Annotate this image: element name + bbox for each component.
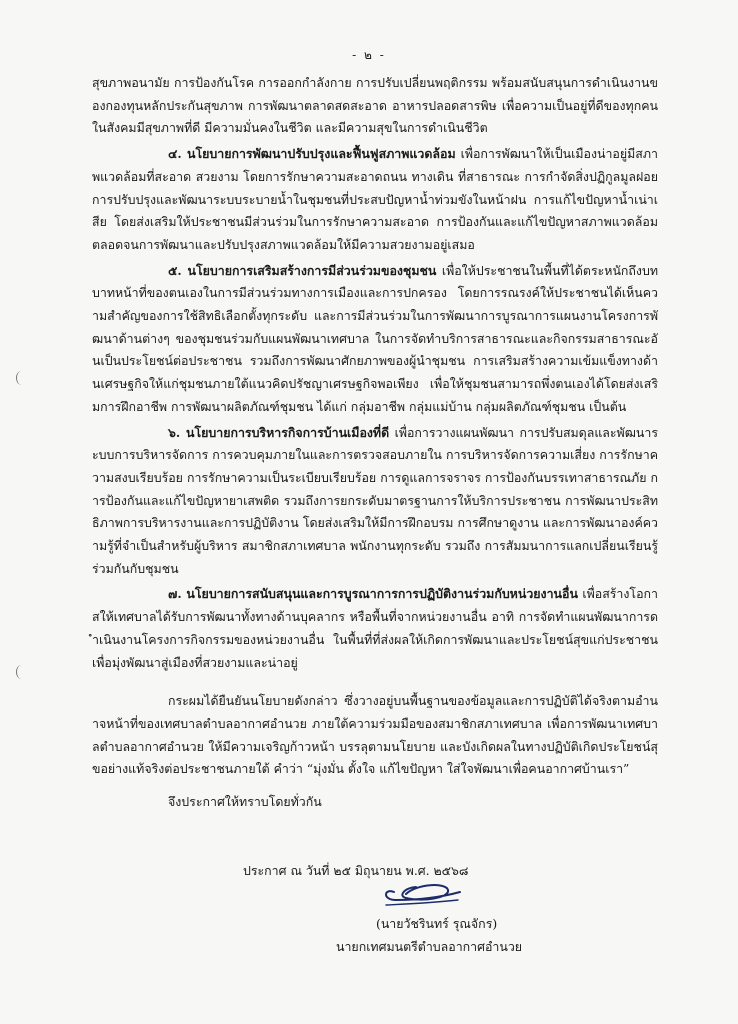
- signature-mark: [376, 878, 466, 912]
- closing-paragraph: กระผมได้ยืนยันนโยบายดังกล่าว ซึ่งวางอยู่บนพื้นฐานของข้อมูลและการปฏิบัติได้จริงตามอำนาจหน้าที่ของเทศบาลตำบลอากาศอำนวย ภายใต้ความร่วมมือของสมาชิกสภาเทศบาล เพื่อการพัฒนาเทศบาลตำบลอากาศอำนวย ให้มีความเจริญก้าวหน้า บรรลุตามนโยบาย และบังเกิดผลในทางปฏิบัติเกิดประโยชน์สุขอย่างแท้จริงต่อประชาชนภายใต้ คำว่า “มุ่งมั่น ตั้งใจ แก้ไขปัญหา ใส่ใจพัฒนาเพื่อคนอากาศบ้านเรา”: [92, 693, 658, 777]
- punch-hole-mark: [16, 665, 27, 679]
- paragraph-text: เพื่อสร้างโอกาสให้เทศบาลได้รับการพัฒนาทั้งทางด้านบุคลากร หรือพื้นที่จากหน่วยงานอื่น อาทิ การจัดทำแผนพัฒนาการดำเนินงานโครงการกิจกรรมของหน่วยงานอื่น ในพื้นที่ที่ส่งผลให้เกิดการพัฒนาและประโยชน์สุขแก่ประชาชน เพื่อมุ่งพัฒนาสู่เมืองที่สวยงามและน่าอยู่: [92, 586, 658, 670]
- paragraph-text: เพื่อการพัฒนาให้เป็นเมืองน่าอยู่มีสภาพแวดล้อมที่สะอาด สวยงาม โดยการรักษาความสะอาดถนน ทางเดิน ที่สาธารณะ การกำจัดสิ่งปฏิกูลมูลฝอย การปรับปรุงและพัฒนาระบบระบายน้ำในชุมชนที่ประสบปัญหาน้ำท่วมขังในหน้าฝน การแก้ไขปัญหาน้ำเน่าเสีย โดยส่งเสริมให้ประชาชนมีส่วนร่วมในการรักษาความสะอาด การป้องกันและแก้ไขปัญหาสภาพแวดล้อม ตลอดจนการพัฒนาและปรับปรุงสภาพแวดล้อมให้มีความสวยงามอยู่เสมอ: [92, 146, 658, 252]
- policy-5-paragraph: [92, 260, 658, 419]
- policy-7-paragraph: [92, 583, 658, 674]
- signer-name: (นายวัชรินทร์ รุณจักร): [376, 916, 498, 931]
- policy-4-paragraph: [92, 143, 658, 257]
- policy-heading: ๖. นโยบายการบริหารกิจการบ้านเมืองที่ดี: [168, 424, 390, 440]
- paragraph-text: สุขภาพอนามัย การป้องกันโรค การออกกำลังกาย การปรับเปลี่ยนพฤติกรรม พร้อมสนับสนุนการดำเนินงานของกองทุนหลักประกันสุขภาพ การพัฒนาตลาดสดสะอาด อาหารปลอดสารพิษ เพื่อความเป็นอยู่ที่ดีของทุกคนในสังคมมีสุขภาพที่ดี มีความมั่นคงในชีวิต และมีความสุขในการดำเนินชีวิต: [92, 75, 658, 136]
- policy-heading: ๕. นโยบายการเสริมสร้างการมีส่วนร่วมของชุมชน: [168, 262, 437, 278]
- paragraph-text: เพื่อการวางแผนพัฒนา การปรับสมดุลและพัฒนาระบบการบริหารจัดการ การควบคุมภายในและการตรวจสอบภายใน การบริหารจัดการความเสี่ยง การรักษาความสงบเรียบร้อย การรักษาความเป็นระเบียบเรียบร้อย การดูแลการจราจร การป้องกันบรรเทาสาธารณภัย การป้องกันและแก้ไขปัญหายาเสพติด รวมถึงการยกระดับมาตรฐานการให้บริการประชาชน การพัฒนาประสิทธิภาพการบริหารงานและการปฏิบัติงาน โดยส่งเสริมให้มีการฝึกอบรม การศึกษาดูงาน และการพัฒนาองค์ความรู้ที่จำเป็นสำหรับผู้บริหาร สมาชิกสภาเทศบาล พนักงานทุกระดับ รวมถึง การสัมมนาการแลกเปลี่ยนเรียนรู้ร่วมกันกับชุมชน: [92, 424, 658, 576]
- policy-6-paragraph: [92, 422, 658, 581]
- punch-hole-mark: [16, 371, 27, 385]
- document-body: [92, 72, 658, 817]
- paragraph-text: เพื่อให้ประชาชนในพื้นที่ได้ตระหนักถึงบทบาทหน้าที่ของตนเองในการมีส่วนร่วมทางการเมืองและการปกครอง โดยการรณรงค์ให้ประชาชนได้เห็นความสำคัญของการใช้สิทธิเลือกตั้งทุกระดับ และการมีส่วนร่วมในการพัฒนาการบูรณาการแผนงานโครงการพัฒนาด้านต่างๆ ของชุมชนร่วมกับแผนพัฒนาเทศบาล ในการจัดทำบริการสาธารณะและกิจกรรมสาธารณะอันเป็นประโยชน์ต่อประชาชน รวมถึงการพัฒนาศักยภาพของผู้นำชุมชน การเสริมสร้างความเข้มแข็งทางด้านเศรษฐกิจให้แก่ชุมชนภายใต้แนวคิดปรัชญาเศรษฐกิจพอเพียง เพื่อให้ชุมชนสามารถพึ่งตนเองได้โดยส่งเสริมการฝึกอาชีพ การพัฒนาผลิตภัณฑ์ชุมชน ได้แก่ กลุ่มอาชีพ กลุ่มแม่บ้าน กลุ่มผลิตภัณฑ์ชุมชน เป็นต้น: [92, 262, 658, 414]
- paragraph-health-continued: [92, 72, 658, 140]
- page-number: - ๒ -: [352, 48, 386, 62]
- policy-heading: ๔. นโยบายการพัฒนาปรับปรุงและฟื้นฟูสภาพแวดล้อม: [168, 146, 456, 162]
- signer-position: นายกเทศมนตรีตำบลอากาศอำนวย: [336, 939, 523, 954]
- date-line: ประกาศ ณ วันที่ ๒๕ มิถุนายน พ.ศ. ๒๕๖๘: [243, 863, 469, 878]
- policy-heading: ๗. นโยบายการสนับสนุนและการบูรณาการการปฏิบัติงานร่วมกับหน่วยงานอื่น: [168, 586, 578, 602]
- announcement-line: จึงประกาศให้ทราบโดยทั่วกัน: [168, 794, 322, 810]
